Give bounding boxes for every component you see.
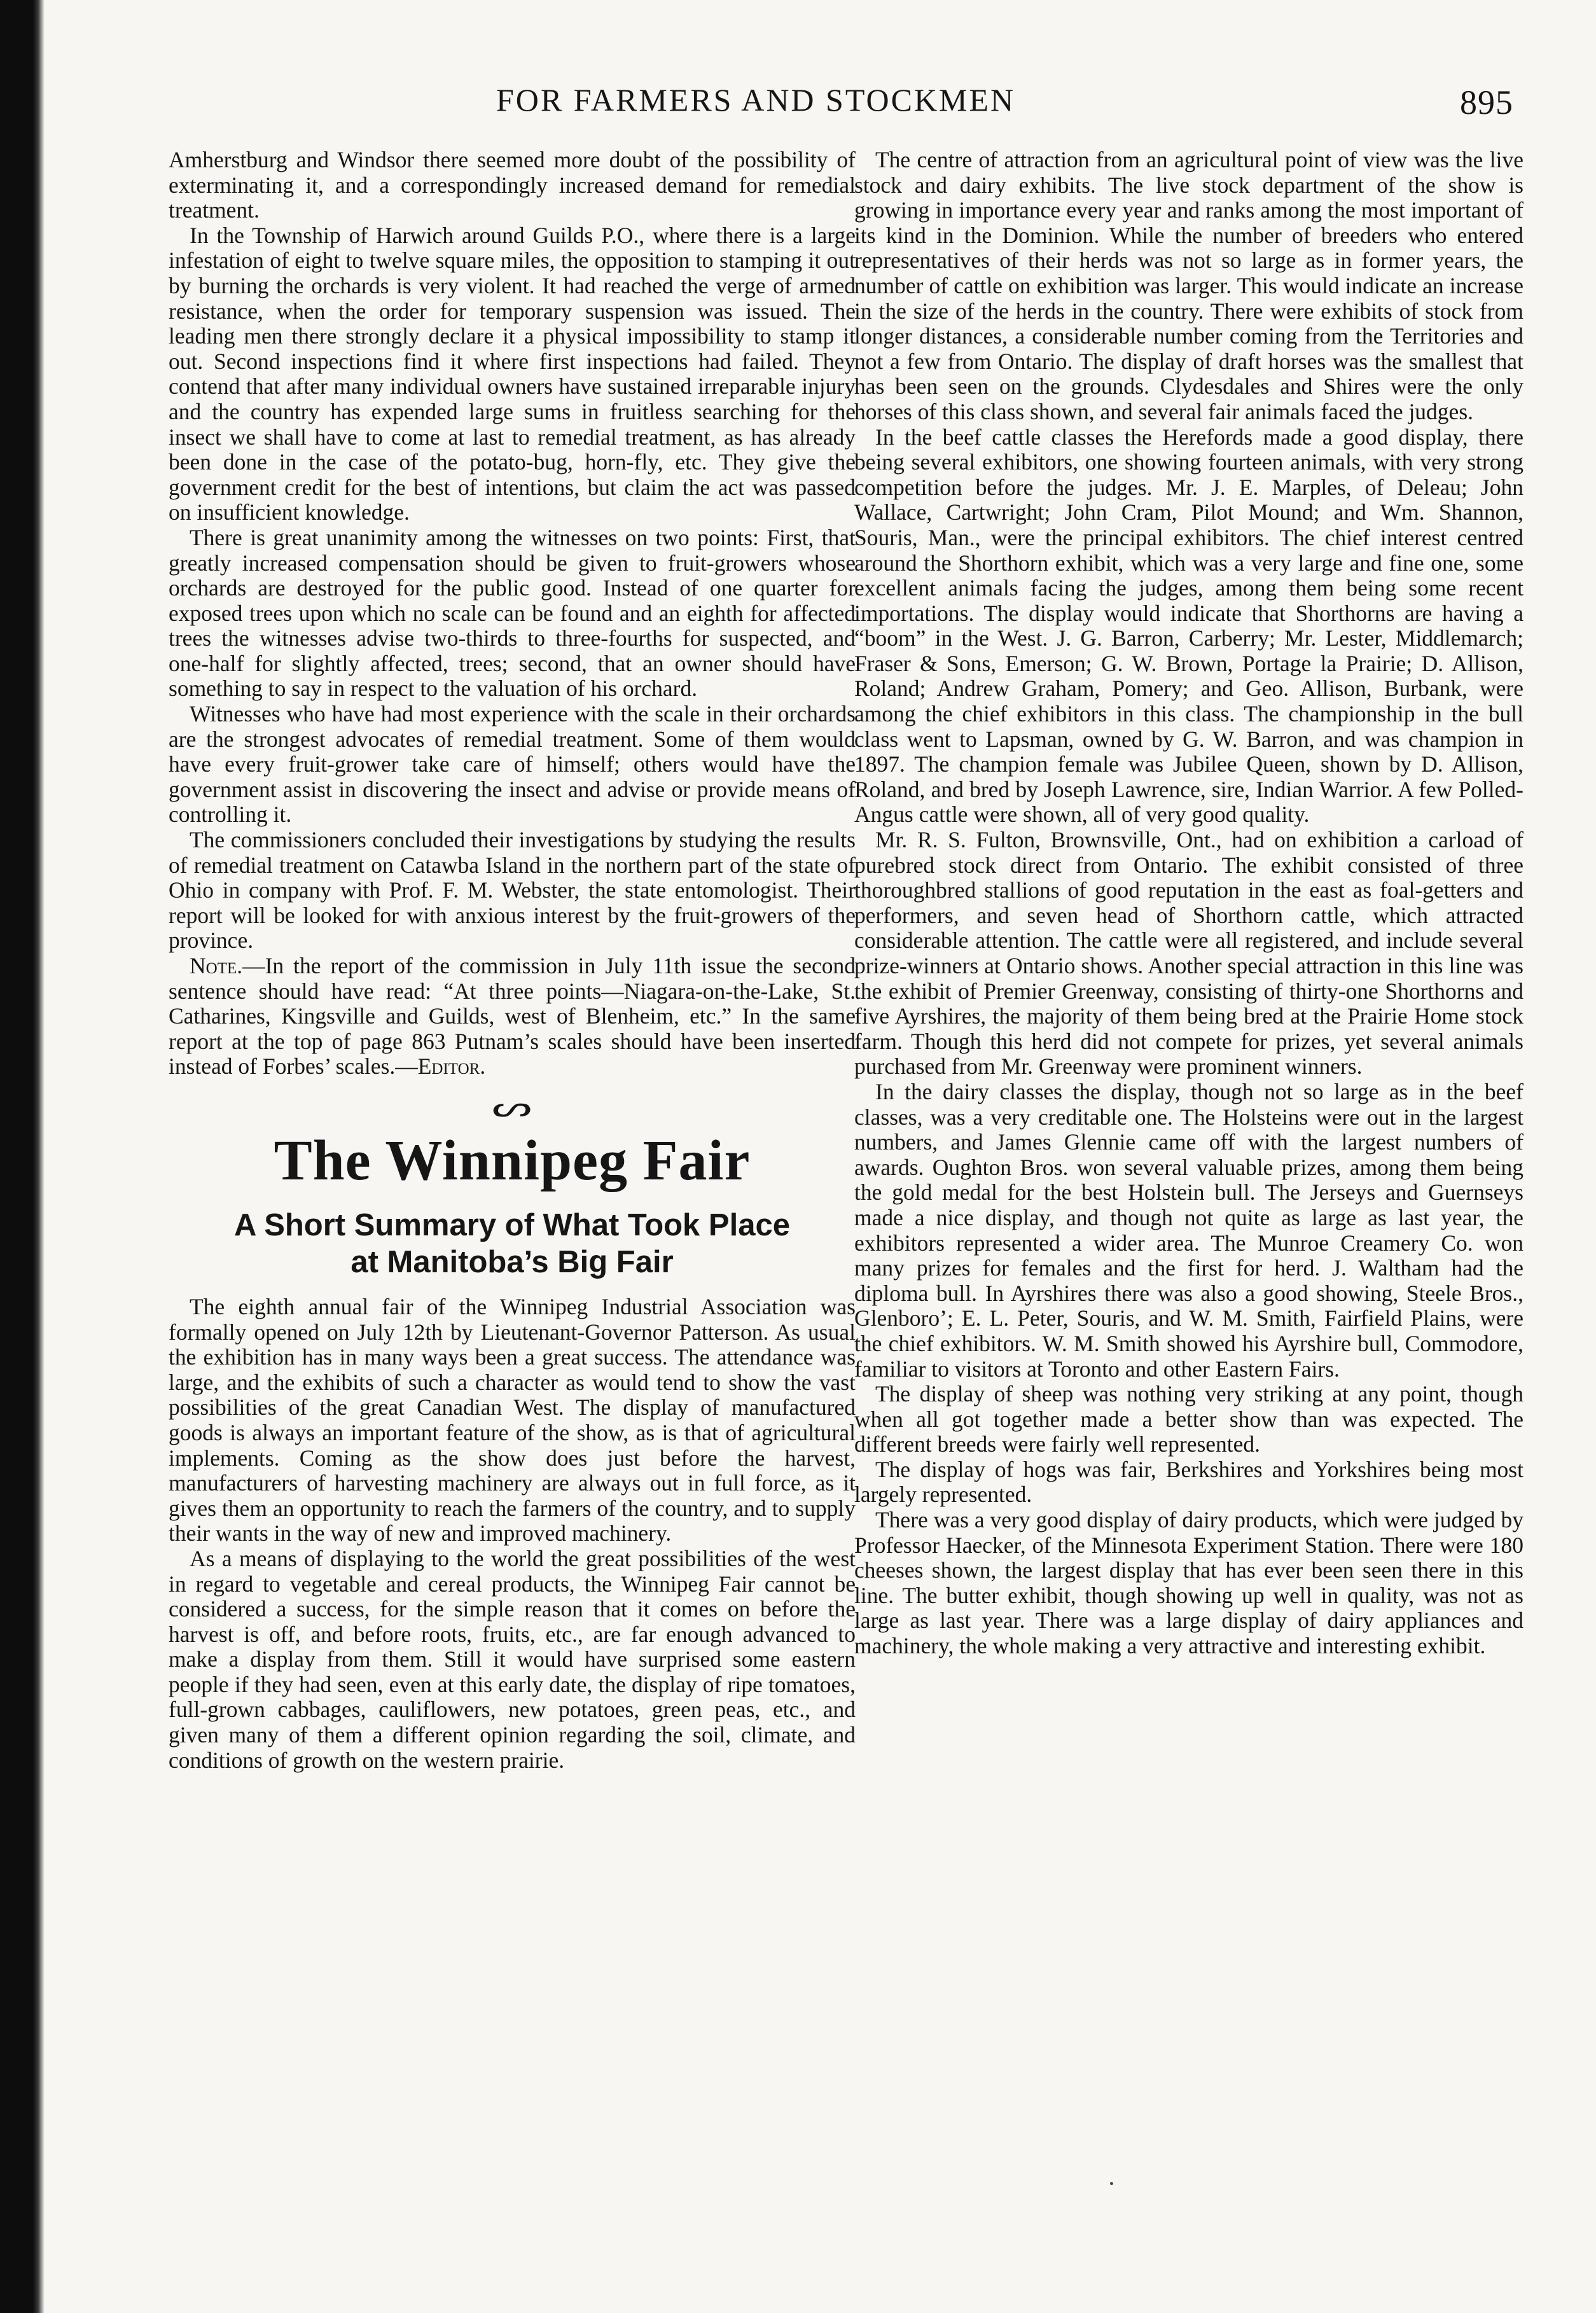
left-column [169,148,856,1773]
paragraph: In the Township of Harwich around Guilds P.O., where there is a large infestation of eight to twelve square miles, the opposition to stamping it out by burning the orchards is very violent. It had reached the verge of armed resistance, when the order for temporary suspension was issued. The leading men there strongly declare it a physical impossibility to stamp it out. Second inspections find it where first inspections had failed. They contend that after many individual owners have sustained irreparable injury and the country has expended large sums in fruitless searching for the insect we shall have to come at last to remedial treatment, as has already been done in the case of the potato-bug, horn-fly, etc. They give the government credit for the best of intentions, but claim the act was passed on insufficient knowledge. [169,222,856,525]
paragraph: The centre of attraction from an agricultural point of view was the live stock and dairy exhibits. The live stock department of the show is growing in importance every year and ranks among the most important of its kind in the Dominion. While the number of breeders who entered representatives of their herds was not so large as in former years, the number of cattle on exhibition was larger. This would indicate an increase in the size of the herds in the country. There were exhibits of stock from longer distances, a considerable number coming from the Territories and not a few from Ontario. The display of draft horses was the smallest that has been seen on the grounds. Clydesdales and Shires were the only horses of this class shown, and several fair animals faced the judges. [854,147,1523,424]
article-subtitle-line2: at Manitoba’s Big Fair [350,1244,674,1279]
article-title: The Winnipeg Fair [274,1129,751,1192]
paragraph: Witnesses who have had most experience with the scale in their orchards are the strongest advocates of remedial treatment. Some of them would have every fruit-grower take care of himself; others would have the government assist in discovering the insect and advise or provide means of controlling it. [169,701,856,828]
note-signature: Editor. [417,1053,486,1080]
section-ornament [169,1088,856,1127]
note-text: —In the report of the commission in July 11th issue the second sentence should have read: “At three points—Niagara-on-the-Lake, St. Catharines, Kingsville and Guilds, west of Blenheim, etc.” In the same report at the top of page 863 Putnam’s scales should have been inserted instead of Forbes’ scales.— [169,953,856,1080]
paragraph: In the dairy classes the display, though not so large as in the beef classes, was a very creditable one. The Holsteins were out in the largest numbers, and James Glennie came off with the largest numbers of awards. Oughton Bros. won several valuable prizes, among them being the gold medal for the best Holstein bull. The Jerseys and Guernseys made a nice display, and though not quite as large as last year, the exhibitors represented a wider area. The Munroe Creamery Co. won many prizes for females and the first for herd. J. Waltham had the diploma bull. In Ayrshires there was also a good showing, Steele Bros., Glenboro’; E. L. Peter, Souris, and W. M. Smith, Fairfield Plains, were the chief exhibitors. W. M. Smith showed his Ayrshire bull, Commodore, familiar to visitors at Toronto and other Eastern Fairs. [854,1078,1523,1382]
paragraph: The display of hogs was fair, Berkshires and Yorkshires being most largely represented. [854,1456,1523,1508]
paragraph: Amherstburg and Windsor there seemed more doubt of the possibility of exterminating it, and a correspondingly increased demand for remedial treatment. [169,147,856,223]
note-label: Note. [190,953,243,978]
paragraph: The display of sheep was nothing very striking at any point, though when all got together made a better show than was expected. The different breeds were fairly well represented. [854,1381,1523,1457]
right-column [854,148,1523,1659]
article-subtitle-line1: A Short Summary of What Took Place [234,1207,790,1242]
paragraph: In the beef cattle classes the Herefords made a good display, there being several exhibitors, one showing fourteen animals, with very strong competition before the judges. Mr. J. E. Marples, of Deleau; John Wallace, Cartwright; John Cram, Pilot Mound; and Wm. Shannon, Souris, Man., were the principal exhibitors. The chief interest centred around the Shorthorn exhibit, which was a very large and fine one, some excellent animals facing the judges, among them being some recent importations. The display would indicate that Shorthorns are having a “boom” in the West. J. G. Barron, Carberry; Mr. Lester, Middlemarch; Fraser & Sons, Emerson; G. W. Brown, Portage la Prairie; D. Allison, Roland; Andrew Graham, Pomery; and Geo. Allison, Burbank, were among the chief exhibitors in this class. The championship in the bull class went to Lapsman, owned by G. W. Barron, and was champion in 1897. The champion female was Jubilee Queen, shown by D. Allison, Roland, and bred by Joseph Lawrence, sire, Indian Warrior. A few Polled-Angus cattle were shown, all of very good quality. [854,424,1523,828]
running-title: FOR FARMERS AND STOCKMEN [496,82,1016,118]
ornament-glyph: ᔕ [492,1091,532,1123]
editor-note [169,954,856,1080]
page-header [496,81,1513,126]
page-number: 895 [1460,83,1513,122]
article-paragraph: As a means of displaying to the world the great possibilities of the west in regard to vegetable and cereal products, the Winnipeg Fair cannot be considered a success, for the simple reason that it comes on before the harvest is off, and before roots, fruits, etc., are far enough advanced to make a display from them. Still it would have surprised some eastern people if they had seen, even at this early date, the display of ripe tomatoes, full-grown cabbages, cauliflowers, new potatoes, green peas, etc., and given many of them a different opinion regarding the soil, climate, and conditions of growth on the western prairie. [169,1545,856,1773]
paragraph: There is great unanimity among the witnesses on two points: First, that greatly increased compensation should be given to fruit-growers whose orchards are destroyed for the public good. Instead of one quarter for exposed trees upon which no scale can be found and an eighth for affected trees the witnesses advise two-thirds to three-fourths for suspected, and one-half for slightly affected, trees; second, that an owner should have something to say in respect to the valuation of his orchard. [169,524,856,702]
article-subtitle [169,1207,856,1281]
page-binding-edge [0,0,45,2313]
paragraph: Mr. R. S. Fulton, Brownsville, Ont., had on exhibition a carload of purebred stock direct from Ontario. The exhibit consisted of three thoroughbred stallions of good reputation in the east as foal-getters and performers, and seven head of Shorthorn cattle, which attracted considerable attention. The cattle were all registered, and include several prize-winners at Ontario shows. Another special attraction in this line was the exhibit of Premier Greenway, consisting of thirty-one Shorthorns and five Ayrshires, the majority of them being bred at the Prairie Home stock farm. Though this herd did not compete for prizes, yet several animals purchased from Mr. Greenway were prominent winners. [854,827,1523,1080]
paragraph: There was a very good display of dairy products, which were judged by Professor Haecker, of the Minnesota Experiment Station. There were 180 cheeses shown, the largest display that has ever been seen there in this line. The butter exhibit, though showing up well in quality, was not as large as last year. There was a large display of dairy appliances and machinery, the whole making a very attractive and interesting exhibit. [854,1507,1523,1659]
ink-speck [1110,2182,1113,2185]
article-paragraph: The eighth annual fair of the Winnipeg Industrial Association was formally opened on July 12th by Lieutenant-Governor Patterson. As usual the exhibition has in many ways been a great success. The attendance was large, and the exhibits of such a character as would tend to show the vast possibilities of the great Canadian West. The display of manufactured goods is always an important feature of the show, as is that of agricultural implements. Coming as the show does just before the harvest, manufacturers of harvesting machinery are always out in full force, as it gives them an opportunity to reach the farmers of the country, and to supply their wants in the way of new and improved machinery. [169,1293,856,1546]
paragraph: The commissioners concluded their investigations by studying the results of remedial treatment on Catawba Island in the northern part of the state of Ohio in company with Prof. F. M. Webster, the state entomologist. Their report will be looked for with anxious interest by the fruit-growers of the province. [169,827,856,954]
